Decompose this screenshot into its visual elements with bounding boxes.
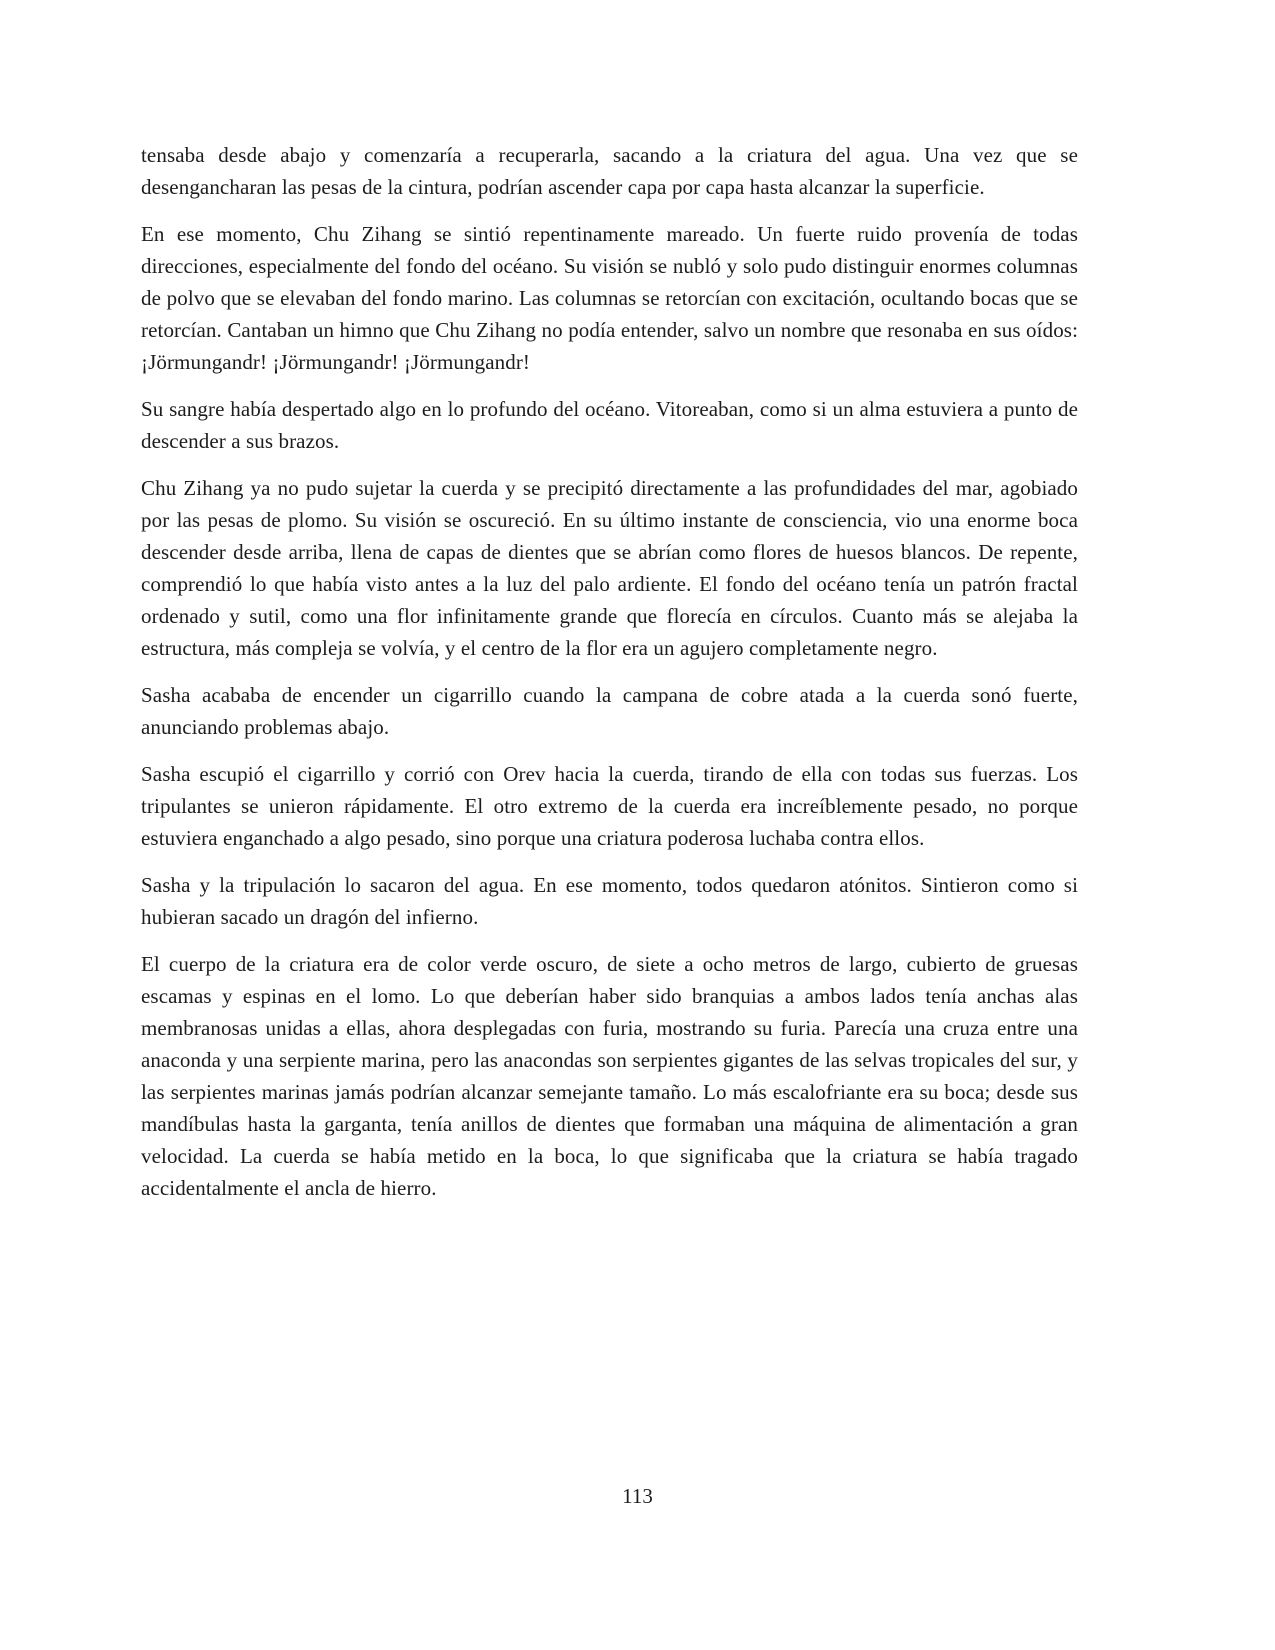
paragraph-6: Sasha escupió el cigarrillo y corrió con Orev hacia la cuerda, tirando de ella con todas sus fuerzas. Los tripulantes se unieron rápidamente. El otro extremo de la cuerda era increíblemente pesado, no porque estuviera enganchado a algo pesado, sino porque una criatura poderosa luchaba contra ellos.	[141, 762, 1078, 850]
page-number: 113	[622, 1484, 653, 1508]
paragraph-3: Su sangre había despertado algo en lo profundo del océano. Vitoreaban, como si un alma estuviera a punto de descender a sus brazos.	[141, 397, 1078, 453]
paragraph-2: En ese momento, Chu Zihang se sintió repentinamente mareado. Un fuerte ruido provenía de todas direcciones, especialmente del fondo del océano. Su visión se nubló y solo pudo distinguir enormes columnas de polvo que se elevaban del fondo marino. Las columnas se retorcían con excitación, ocultando bocas que se retorcían. Cantaban un himno que Chu Zihang no podía entender, salvo un nombre que resonaba en sus oídos: ¡Jörmungandr! ¡Jörmungandr! ¡Jörmungandr!	[141, 222, 1078, 374]
paragraph-7: Sasha y la tripulación lo sacaron del agua. En ese momento, todos quedaron atónitos. Sintieron como si hubieran sacado un dragón del infierno.	[141, 873, 1078, 929]
text-block	[141, 139, 1078, 1219]
paragraph-4: Chu Zihang ya no pudo sujetar la cuerda y se precipitó directamente a las profundidades del mar, agobiado por las pesas de plomo. Su visión se oscureció. En su último instante de consciencia, vio una enorme boca descender desde arriba, llena de capas de dientes que se abrían como flores de huesos blancos. De repente, comprendió lo que había visto antes a la luz del palo ardiente. El fondo del océano tenía un patrón fractal ordenado y sutil, como una flor infinitamente grande que florecía en círculos. Cuanto más se alejaba la estructura, más compleja se volvía, y el centro de la flor era un agujero completamente negro.	[141, 476, 1078, 660]
paragraph-5: Sasha acababa de encender un cigarrillo cuando la campana de cobre atada a la cuerda sonó fuerte, anunciando problemas abajo.	[141, 683, 1078, 739]
paragraph-8: El cuerpo de la criatura era de color verde oscuro, de siete a ocho metros de largo, cubierto de gruesas escamas y espinas en el lomo. Lo que deberían haber sido branquias a ambos lados tenía anchas alas membranosas unidas a ellas, ahora desplegadas con furia, mostrando su furia. Parecía una cruza entre una anaconda y una serpiente marina, pero las anacondas son serpientes gigantes de las selvas tropicales del sur, y las serpientes marinas jamás podrían alcanzar semejante tamaño. Lo más escalofriante era su boca; desde sus mandíbulas hasta la garganta, tenía anillos de dientes que formaban una máquina de alimentación a gran velocidad. La cuerda se había metido en la boca, lo que significaba que la criatura se había tragado accidentalmente el ancla de hierro.	[141, 952, 1078, 1200]
paragraph-1: tensaba desde abajo y comenzaría a recuperarla, sacando a la criatura del agua. Una vez que se desengancharan las pesas de la cintura, podrían ascender capa por capa hasta alcanzar la superficie.	[141, 143, 1078, 199]
